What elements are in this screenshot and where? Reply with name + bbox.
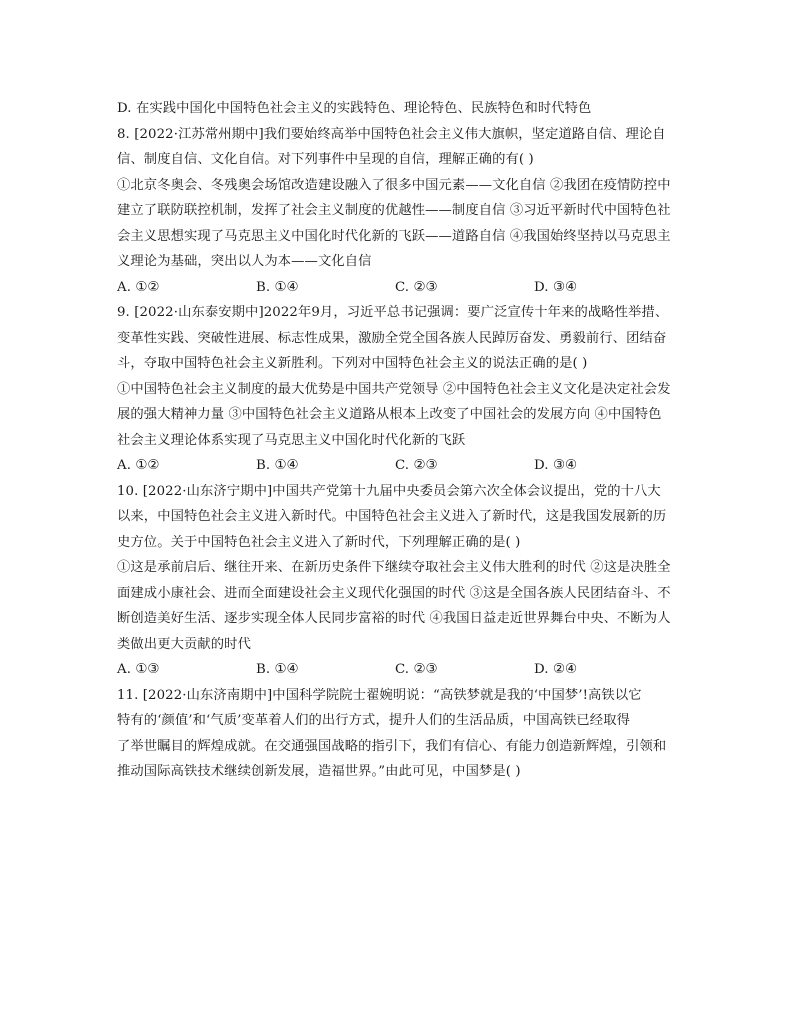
question-stem-line: 斗，夺取中国特色社会主义新胜利。下列对中国特色社会主义的说法正确的是( ): [117, 356, 588, 371]
question-stem-line: 史方位。关于中国特色社会主义进入了新时代，下列理解正确的是( ): [117, 534, 521, 550]
statement-line: 类做出更大贡献的时代: [117, 636, 251, 652]
question-stem-line: 特有的‘颜值’和‘气质’变革着人们的出行方式，提升人们的生活品质，中国高铁已经取得: [117, 713, 630, 728]
statement-line: ①北京冬奥会、冬残奥会场馆改造建设融入了很多中国元素——文化自信 ②我团在疫情防控中: [117, 177, 671, 193]
question-stem-line: 8. [2022·江苏常州期中]我们要始终高举中国特色社会主义伟大旗帜，坚定道路自信、理论自: [117, 126, 666, 142]
question-8: [117, 122, 677, 301]
statement-line: 建立了联防联控机制，发挥了社会主义制度的优越性——制度自信 ③习近平新时代中国特色社: [117, 203, 671, 218]
option-c[interactable]: C. ②③: [395, 458, 438, 473]
question-stem-line: 10. [2022·山东济宁期中]中国共产党第十九届中央委员会第六次全体会议提出，党的十八大: [117, 483, 661, 499]
question-stem-line: 了举世瞩目的辉煌成就。在交通强国战略的指引下，我们有信心、有能力创造新辉煌，引领和: [117, 738, 667, 754]
answer-options: [117, 657, 677, 683]
question-stem-line: 以来，中国特色社会主义进入新时代。中国特色社会主义进入了新时代，这是我国发展新的历: [117, 509, 667, 524]
answer-options: [117, 275, 677, 301]
question-stem-line: 9. [2022·山东泰安期中]2022年9月，习近平总书记强调：要广泛宣传十年来的战略性举措、: [117, 305, 669, 320]
answer-options: [117, 453, 677, 479]
statement-line: ①这是承前启后、继往开来、在新历史条件下继续夺取社会主义伟大胜利的时代 ②这是决胜全: [117, 560, 671, 575]
question-stem-line: 信、制度自信、文化自信。对下列事件中呈现的自信，理解正确的有( ): [117, 152, 534, 167]
document-page: [117, 96, 677, 785]
statement-line: 社会主义理论体系实现了马克思主义中国化时代化新的飞跃: [117, 432, 466, 448]
option-d[interactable]: D. ③④: [534, 458, 577, 473]
question-11: [117, 683, 677, 785]
option-a[interactable]: A. ①②: [117, 279, 160, 295]
question-stem-line: 11. [2022·山东济南期中]中国科学院院士翟婉明说：“高铁梦就是我的‘中国梦’!高铁以它: [117, 687, 642, 703]
statement-line: 断创造美好生活、逐步实现全体人民同步富裕的时代 ④我国日益走近世界舞台中央、不断为人: [117, 611, 671, 626]
statement-line: 展的强大精神力量 ③中国特色社会主义道路从根本上改变了中国社会的发展方向 ④中国特色: [117, 407, 662, 422]
question-7-option-d: D. 在实践中国化中国特色社会主义的实践特色、理论特色、民族特色和时代特色: [117, 101, 592, 116]
option-b[interactable]: B. ①④: [256, 662, 299, 677]
option-c[interactable]: C. ②③: [395, 662, 438, 677]
question-10: [117, 479, 677, 683]
option-a[interactable]: A. ①②: [117, 458, 160, 473]
statement-line: 会主义思想实现了马克思主义中国化时代化新的飞跃——道路自信 ④我国始终坚持以马克思主: [117, 228, 671, 244]
statement-line: 义理论为基础，突出以人为本——文化自信: [117, 254, 372, 269]
option-d[interactable]: D. ③④: [534, 279, 577, 295]
option-d[interactable]: D. ②④: [534, 662, 577, 677]
statement-line: 面建成小康社会、进而全面建设社会主义现代化强国的时代 ③这是全国各族人民团结奋斗、不: [117, 585, 671, 601]
question-stem-line: 变革性实践、突破性进展、标志性成果，激励全党全国各族人民踔厉奋发、勇毅前行、团结奋: [117, 330, 667, 346]
statement-line: ①中国特色社会主义制度的最大优势是中国共产党领导 ②中国特色社会主义文化是决定社会发: [117, 381, 671, 397]
option-c[interactable]: C. ②③: [395, 279, 438, 295]
option-b[interactable]: B. ①④: [256, 458, 299, 473]
question-9: [117, 300, 677, 479]
option-b[interactable]: B. ①④: [256, 279, 299, 295]
option-a[interactable]: A. ①③: [117, 662, 160, 677]
question-stem-line: 推动国际高铁技术继续创新发展，造福世界。”由此可见，中国梦是( ): [117, 764, 521, 779]
